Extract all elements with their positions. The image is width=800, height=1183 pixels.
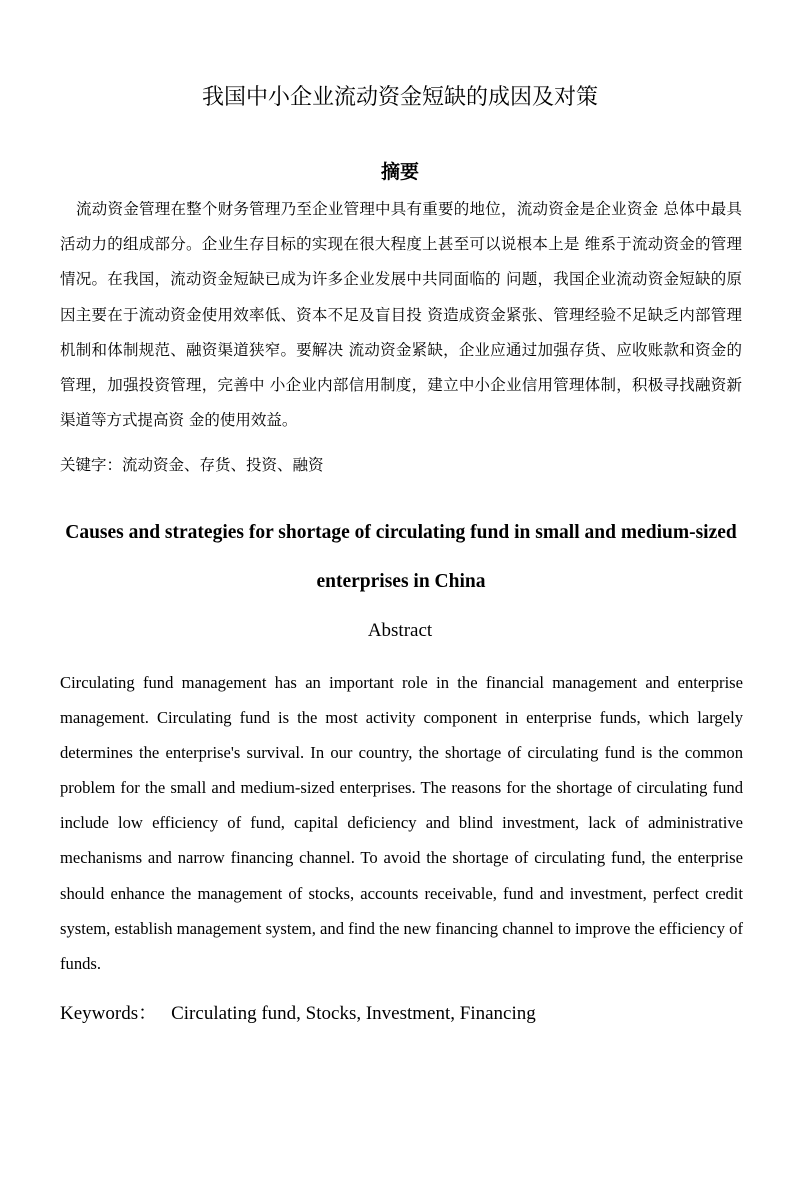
chinese-title: 我国中小企业流动资金短缺的成因及对策 — [201, 85, 598, 110]
chinese-abstract-heading: 摘要 — [380, 161, 419, 183]
english-keywords-value: Circulating fund, Stocks, Investment, Financing — [171, 1003, 536, 1024]
english-keywords-label: Keywords： — [60, 1003, 158, 1024]
chinese-abstract-body: 流动资金管理在整个财务管理乃至企业管理中具有重要的地位，流动资金是企业资金 总体中最具活动力的组成部分。企业生存目标的实现在很大程度上甚至可以说根本上是 维系于流动资金的管理情况。在我国，流动资金短缺已成为许多企业发展中共同面临的 问题，我国企业流动资金短缺的原因主要在于流动资金使用效率低、资本不足及盲目投 资造成资金紧张、管理经验不足缺乏内部管理机制和体制规范、融资渠道狭窄。要解决 流动资金紧缺，企业应通过加强存货、应收账款和资金的管理，加强投资管理，完善中 小企业内部信用制度，建立中小企业信用管理体制，积极寻找融资新渠道等方式提高资 金的使用效益。 — [60, 200, 742, 430]
english-abstract-heading: Abstract — [367, 620, 433, 641]
english-keywords — [60, 998, 743, 1030]
english-title: Causes and strategies for shortage of circulating fund in small and medium-sized enterprises in China — [65, 522, 737, 592]
english-abstract-body: Circulating fund management has an important role in the financial management and enterprise management. Circulating fund is the most activity component in enterprise funds, which largely determines the enterprise's survival. In our country, the shortage of circulating fund is the common problem for the small and medium-sized enterprises. The reasons for the shortage of circulating fund include low efficiency of fund, capital deficiency and blind investment, lack of administrative mechanisms and narrow financing channel. To avoid the shortage of circulating fund, the enterprise should enhance the management of stocks, accounts receivable, fund and investment, perfect credit system, establish management system, and find the new financing channel to improve the efficiency of funds. — [60, 673, 743, 973]
chinese-keywords: 关键字：流动资金、存货、投资、融资 — [60, 456, 324, 474]
